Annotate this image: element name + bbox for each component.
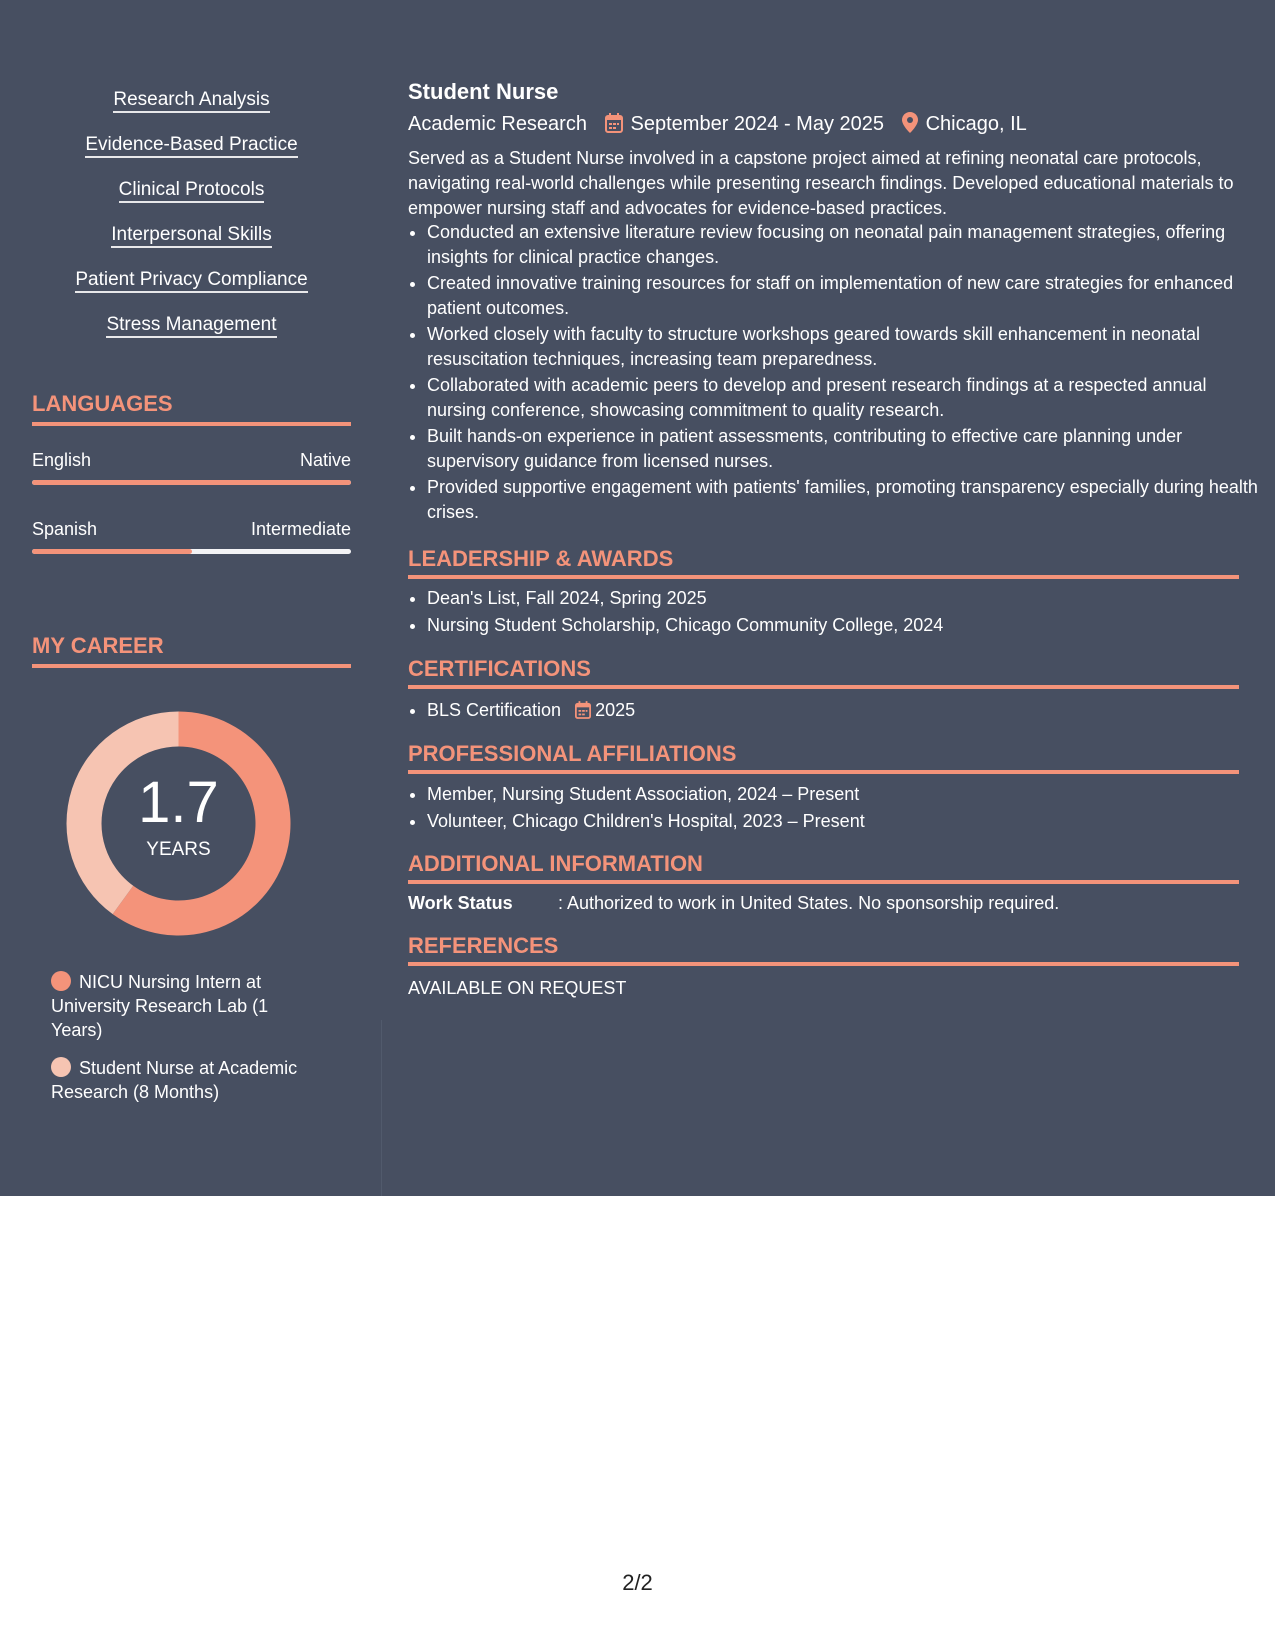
work-status-value: : Authorized to work in United States. No sponsorship required. (558, 893, 1060, 913)
list-item: • Member, Nursing Student Association, 2024 – Present (427, 782, 1258, 807)
job-location: Chicago, IL (925, 113, 1027, 135)
calendar-icon (605, 113, 623, 141)
column-divider (381, 1020, 382, 1196)
skill-label: Research Analysis (113, 89, 269, 113)
page-number: 2/2 (622, 1570, 653, 1595)
job-dates: September 2024 - May 2025 (630, 113, 885, 135)
list-item: • Created innovative training resources for staff on implementation of new care strategies for enhanced patient outcomes. (427, 271, 1258, 320)
job-title: Student Nurse (408, 79, 559, 104)
career-total-value: 1.7 (138, 770, 219, 835)
list-item: • Built hands-on experience in patient assessments, contributing to effective care planning under supervisory guidance from licensed nurses. (427, 424, 1258, 473)
skill-item (32, 131, 351, 176)
language-bar-fill (32, 480, 351, 485)
references-text: AVAILABLE ON REQUEST (408, 978, 627, 998)
skill-label: Patient Privacy Compliance (75, 269, 307, 293)
language-row-spanish (32, 517, 351, 541)
career-total-unit: YEARS (146, 839, 211, 860)
skill-label: Stress Management (106, 314, 276, 338)
list-item (427, 698, 1258, 726)
skill-item (32, 266, 351, 311)
work-status-label: Work Status (408, 893, 513, 913)
affiliations-heading: PROFESSIONAL AFFILIATIONS (408, 740, 1239, 774)
career-donut-chart (66, 711, 291, 936)
list-item: • Worked closely with faculty to structure workshops geared towards skill enhancement in neonatal resuscitation techniques, increasing team preparedness. (427, 322, 1258, 371)
list-item: • Dean's List, Fall 2024, Spring 2025 (427, 586, 1258, 611)
skills-list (32, 86, 351, 356)
legend-dot-icon (51, 971, 71, 991)
job-bullets (408, 220, 1258, 526)
skill-label: Evidence-Based Practice (85, 134, 297, 158)
career-heading: MY CAREER (32, 631, 351, 668)
job-description: Served as a Student Nurse involved in a capstone project aimed at refining neonatal care protocols, navigating real-world challenges while presenting research findings. Developed educational materials to empower nursing staff and advocates for evidence-based practices. (408, 148, 1234, 218)
language-bar-fill (32, 549, 192, 554)
skill-item (32, 86, 351, 131)
list-item: • Conducted an extensive literature review focusing on neonatal pain management strategies, offering insights for clinical practice changes. (427, 220, 1258, 269)
legend-dot-icon (51, 1057, 71, 1077)
language-name: English (32, 450, 92, 470)
language-level: Native (299, 450, 351, 470)
certification-name: BLS Certification (427, 700, 562, 720)
list-item: • Nursing Student Scholarship, Chicago Community College, 2024 (427, 613, 1258, 638)
language-bar-spanish (32, 549, 351, 554)
list-item: • Volunteer, Chicago Children's Hospital, 2023 – Present (427, 809, 1258, 834)
list-item: • Collaborated with academic peers to develop and present research findings at a respected annual nursing conference, showcasing commitment to quality research. (427, 373, 1258, 422)
job-meta (408, 110, 1027, 141)
awards-heading: LEADERSHIP & AWARDS (408, 545, 1239, 579)
career-legend-item (51, 970, 321, 1042)
location-pin-icon (902, 112, 918, 141)
skill-label: Clinical Protocols (119, 179, 265, 203)
language-name: Spanish (32, 519, 98, 539)
certification-year: 2025 (595, 700, 636, 720)
certifications-heading: CERTIFICATIONS (408, 655, 1239, 689)
list-item: • Provided supportive engagement with patients' families, promoting transparency especially during health crises. (427, 475, 1258, 524)
legend-label: Student Nurse at Academic Research (8 Months) (51, 1058, 298, 1102)
skill-item (32, 311, 351, 356)
skill-item (32, 221, 351, 266)
languages-heading: LANGUAGES (32, 389, 351, 426)
legend-label: NICU Nursing Intern at University Research Lab (1 Years) (51, 972, 269, 1040)
language-bar-english (32, 480, 351, 485)
skill-item (32, 176, 351, 221)
work-status-row (408, 891, 1059, 915)
certifications-list (408, 698, 1258, 728)
job-company: Academic Research (408, 113, 587, 135)
skill-label: Interpersonal Skills (111, 224, 272, 248)
career-legend-item (51, 1056, 321, 1104)
calendar-icon (575, 701, 591, 726)
awards-list (408, 586, 1258, 639)
additional-heading: ADDITIONAL INFORMATION (408, 850, 1239, 884)
references-heading: REFERENCES (408, 932, 1239, 966)
language-level: Intermediate (250, 519, 351, 539)
language-row-english (32, 448, 351, 472)
affiliations-list (408, 782, 1258, 835)
